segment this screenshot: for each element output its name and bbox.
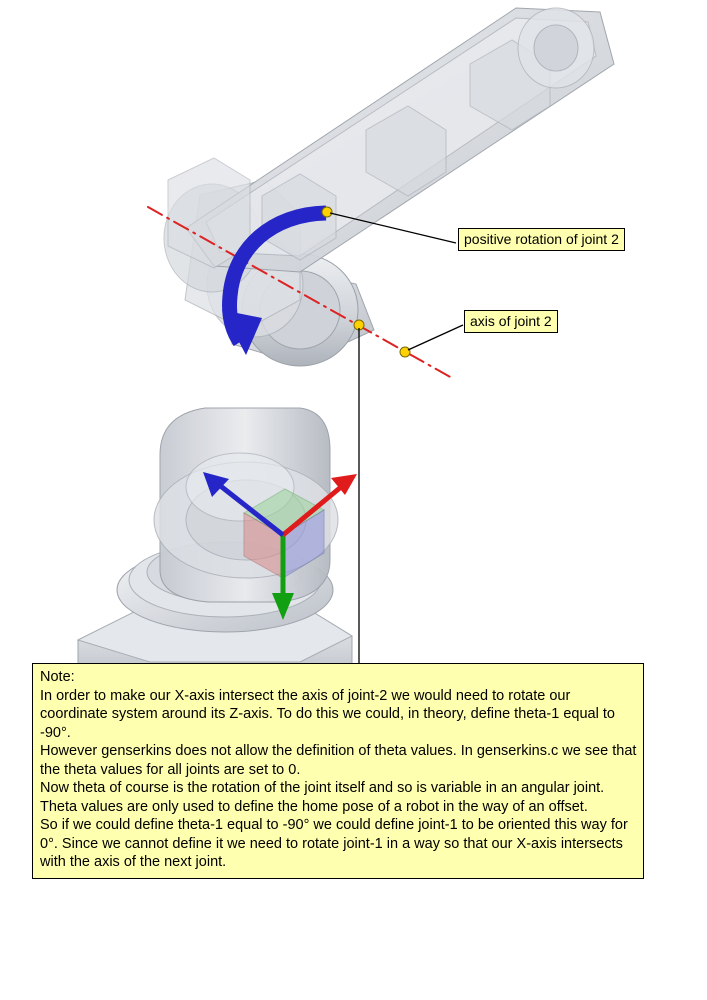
note-paragraph-3: Now theta of course is the rotation of the joint itself and so is variable in an angular joint. Theta values are only used to define the home pose of a robot in the way of an offset.: [40, 780, 605, 815]
note-paragraph-1: In order to make our X-axis intersect the axis of joint-2 we would need to rotate our coordinate system around its Z-axis. To do this we could, in theory, define theta-1 equal to -90°.: [40, 687, 615, 741]
note-paragraph-4: So if we could define theta-1 equal to -90° we could define joint-1 to be oriented this way for 0°. Since we cannot define it we need to rotate joint-1 in a way so that our X-axis intersects with the axis of the next joint.: [40, 817, 628, 871]
note-box: [32, 663, 644, 879]
note-paragraph-2: However genserkins does not allow the definition of theta values. In genserkins.c we see that the theta values for all joints are set to 0.: [40, 743, 637, 778]
callout-axis-of-joint-2: axis of joint 2: [464, 310, 558, 333]
callout-positive-rotation-of-joint-2: positive rotation of joint 2: [458, 228, 625, 251]
note-title: Note:: [40, 669, 75, 685]
